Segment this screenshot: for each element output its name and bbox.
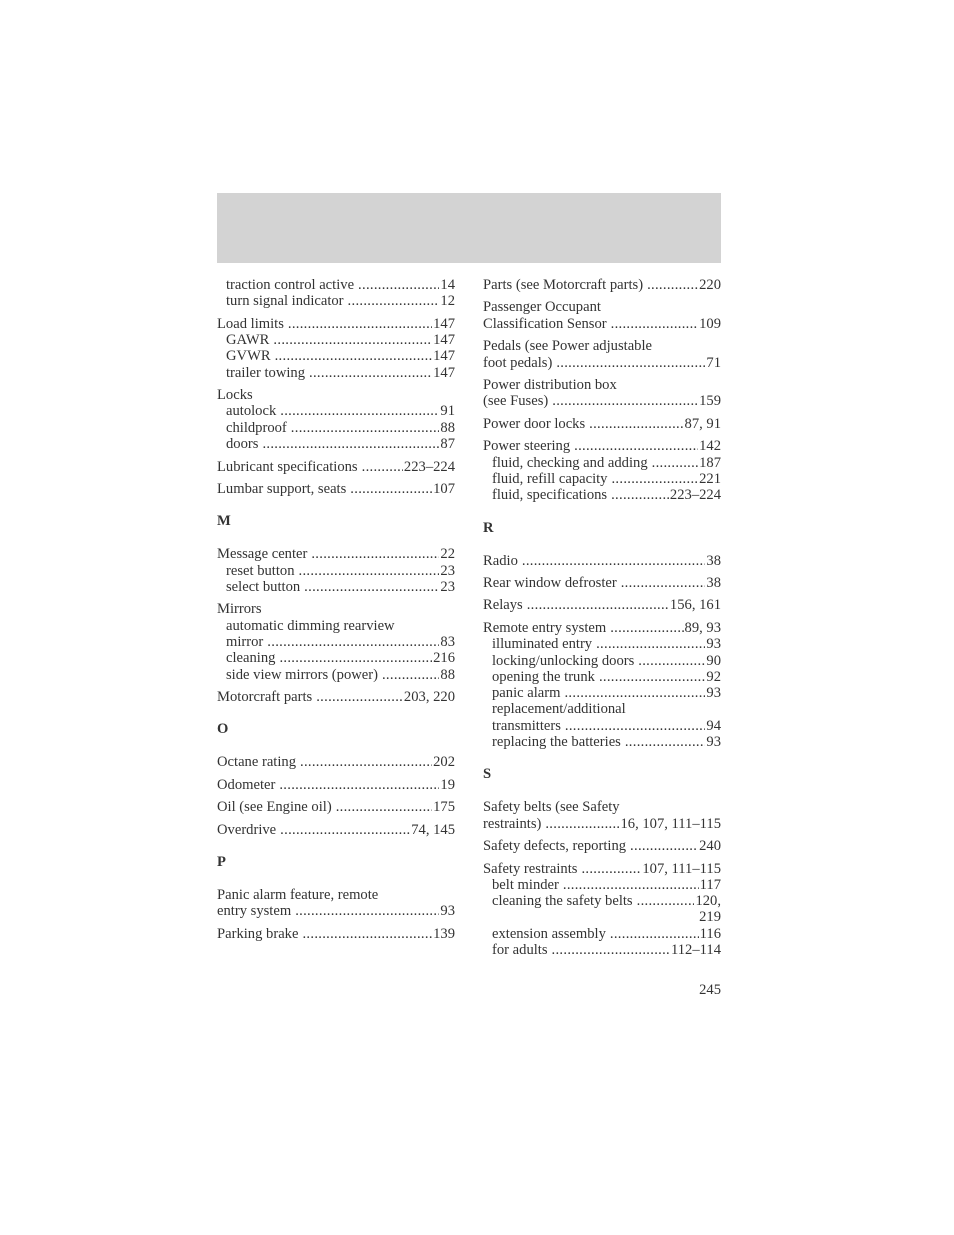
index-subentry [217, 667, 455, 683]
entry-term: fluid, refill capacity [492, 470, 608, 487]
entry-term: Rear window defroster [483, 574, 617, 591]
entry-page-ref: 83 [440, 633, 455, 650]
entry-page-ref: 147 [433, 332, 455, 349]
entry-term: Parking brake [217, 925, 299, 942]
index-entry [483, 277, 721, 293]
index-subentry [217, 365, 455, 381]
index-subentry [217, 403, 455, 419]
entry-page-ref: 93 [440, 903, 455, 920]
dot-leader [316, 689, 403, 705]
index-subentry [483, 942, 721, 958]
entry-term: opening the trunk [492, 668, 595, 685]
index-entry [483, 799, 721, 815]
index-subentry [217, 650, 455, 666]
dot-leader [291, 420, 440, 436]
entry-page-ref: 14 [440, 277, 455, 293]
index-subentry [217, 579, 455, 595]
index-subentry [217, 293, 455, 309]
dot-leader [611, 471, 698, 487]
entry-term: Passenger Occupant [483, 299, 601, 316]
entry-term: Parts (see Motorcraft parts) [483, 277, 644, 293]
dot-leader [273, 332, 432, 348]
entry-term: Message center [217, 546, 308, 563]
index-entry [217, 459, 455, 475]
index-subentry [217, 277, 455, 293]
entry-page-ref: 12 [440, 293, 455, 310]
entry-term: Pedals (see Power adjustable [483, 338, 652, 355]
entry-page-ref: 38 [706, 552, 721, 569]
index-entry [217, 903, 455, 919]
entry-page-ref: 87 [440, 436, 455, 453]
entry-page-ref: 116 [699, 925, 721, 942]
dot-leader [589, 416, 683, 432]
index-entry [217, 926, 455, 942]
index-subentry [483, 701, 721, 717]
dot-leader [358, 277, 439, 293]
index-entry [217, 601, 455, 617]
dot-leader [350, 481, 432, 497]
entry-term: panic alarm [492, 685, 561, 702]
entry-term: Octane rating [217, 754, 297, 771]
entry-page-ref: 71 [706, 354, 721, 371]
entry-term: extension assembly [492, 925, 606, 942]
dot-leader [527, 597, 669, 613]
entry-page-ref: 223–224 [403, 458, 455, 475]
entry-term: Remote entry system [483, 619, 607, 636]
index-entry [217, 481, 455, 497]
header-band [217, 193, 721, 263]
section-letter: P [217, 854, 226, 871]
dot-leader [382, 667, 439, 683]
entry-term: Safety belts (see Safety [483, 799, 620, 816]
entry-page-ref: 107 [433, 481, 455, 498]
dot-leader [295, 903, 439, 919]
page-number: 245 [699, 982, 721, 998]
entry-page-ref: 147 [433, 315, 455, 332]
index-entry [483, 377, 721, 393]
entry-page-ref: 91 [440, 403, 455, 420]
entry-page-ref: 147 [433, 364, 455, 381]
index-entry [483, 299, 721, 315]
entry-page-ref: 175 [433, 799, 455, 816]
dot-leader [279, 650, 432, 666]
entry-page-ref: 93 [706, 636, 721, 653]
index-subentry [483, 909, 721, 925]
dot-leader [299, 563, 440, 579]
entry-page-ref: 147 [433, 348, 455, 365]
entry-term: belt minder [492, 876, 559, 893]
dot-leader [262, 436, 439, 452]
index-entry [217, 887, 455, 903]
index-subentry [483, 685, 721, 701]
index-subentry [483, 877, 721, 893]
index-subentry [217, 563, 455, 579]
entry-page-ref: 142 [699, 438, 721, 455]
dot-leader [647, 277, 698, 293]
index-entry [483, 338, 721, 354]
entry-page-ref: 156, 161 [669, 597, 721, 614]
entry-term: entry system [217, 903, 292, 920]
dot-leader [630, 838, 698, 854]
index-subentry [217, 348, 455, 364]
entry-term: Locks [217, 387, 253, 404]
index-entry [483, 575, 721, 591]
dot-leader [611, 316, 698, 332]
index-entry [483, 597, 721, 613]
dot-leader [545, 816, 619, 832]
index-subentry [483, 926, 721, 942]
index-subentry [217, 436, 455, 452]
entry-term: mirror [226, 633, 264, 650]
entry-term: replacement/additional [492, 701, 626, 718]
entry-term: Panic alarm feature, remote [217, 887, 379, 904]
dot-leader [309, 365, 432, 381]
entry-term: Mirrors [217, 601, 262, 618]
entry-term: replacing the batteries [492, 734, 621, 751]
entry-term: turn signal indicator [226, 293, 344, 310]
dot-leader [581, 861, 641, 877]
index-entry [217, 387, 455, 403]
entry-term: cleaning [226, 650, 276, 667]
index-subentry [483, 718, 721, 734]
entry-term: fluid, checking and adding [492, 454, 648, 471]
entry-term: Overdrive [217, 821, 277, 838]
entry-page-ref: 216 [433, 650, 455, 667]
entry-page-ref: 223–224 [669, 487, 721, 504]
index-subentry [483, 471, 721, 487]
entry-term: transmitters [492, 717, 561, 734]
dot-leader [637, 893, 695, 909]
index-entry [483, 838, 721, 854]
entry-page-ref: 23 [440, 562, 455, 579]
dot-leader [599, 669, 705, 685]
entry-page-ref: 202 [433, 754, 455, 771]
dot-leader [280, 822, 410, 838]
dot-leader [574, 438, 698, 454]
entry-page-ref: 93 [706, 734, 721, 751]
entry-page-ref: 117 [699, 876, 721, 893]
entry-term: foot pedals) [483, 354, 553, 371]
dot-leader [652, 455, 698, 471]
entry-page-ref: 139 [433, 925, 455, 942]
index-entry [483, 553, 721, 569]
index-entry [483, 316, 721, 332]
dot-leader [275, 348, 433, 364]
entry-page-ref: 74, 145 [411, 821, 455, 838]
index-entry [483, 355, 721, 371]
entry-page-ref: 240 [699, 838, 721, 855]
entry-term: cleaning the safety belts [492, 893, 633, 910]
entry-term: reset button [226, 562, 295, 579]
index-entry [217, 316, 455, 332]
dot-leader [565, 718, 706, 734]
entry-page-ref: 16, 107, 111–115 [620, 815, 721, 832]
index-entry [217, 689, 455, 705]
dot-leader [611, 487, 669, 503]
index-column-left [217, 277, 455, 942]
entry-page-ref: 88 [440, 419, 455, 436]
entry-page-ref: 109 [699, 315, 721, 332]
dot-leader [625, 734, 706, 750]
entry-term: illuminated entry [492, 636, 593, 653]
entry-term: Safety restraints [483, 860, 578, 877]
entry-term: automatic dimming rearview [226, 617, 395, 634]
section-letter: S [483, 766, 492, 783]
entry-term: Power door locks [483, 415, 586, 432]
entry-page-ref: 221 [699, 470, 721, 487]
dot-leader [596, 636, 705, 652]
dot-leader [552, 393, 698, 409]
index-subentry [483, 653, 721, 669]
index-subentry [483, 455, 721, 471]
entry-page-ref: 219 [699, 909, 721, 926]
entry-term: select button [226, 578, 301, 595]
entry-page-ref: 92 [706, 668, 721, 685]
entry-term: for adults [492, 942, 548, 959]
entry-term: Classification Sensor [483, 315, 607, 332]
index-subentry [217, 332, 455, 348]
index-subentry [217, 420, 455, 436]
dot-leader [563, 877, 699, 893]
entry-term: Safety defects, reporting [483, 838, 627, 855]
index-subentry [483, 893, 721, 909]
entry-term: Lumbar support, seats [217, 481, 347, 498]
entry-page-ref: 88 [440, 666, 455, 683]
entry-term: GAWR [226, 332, 270, 349]
entry-page-ref: 94 [706, 717, 721, 734]
entry-page-ref: 203, 220 [403, 689, 455, 706]
entry-term: (see Fuses) [483, 393, 549, 410]
entry-page-ref: 187 [699, 454, 721, 471]
dot-leader [362, 459, 403, 475]
entry-page-ref: 159 [699, 393, 721, 410]
section-letter: O [217, 721, 229, 738]
index-subentry [483, 669, 721, 685]
index-entry [483, 416, 721, 432]
dot-leader [304, 579, 439, 595]
entry-term: fluid, specifications [492, 487, 608, 504]
index-subentry [217, 618, 455, 634]
index-entry [217, 822, 455, 838]
entry-page-ref: 22 [440, 546, 455, 563]
entry-term: Oil (see Engine oil) [217, 799, 332, 816]
entry-term: GVWR [226, 348, 271, 365]
dot-leader [564, 685, 705, 701]
dot-leader [288, 316, 432, 332]
index-subentry [217, 634, 455, 650]
section-letter: M [217, 513, 231, 530]
entry-term: Lubricant specifications [217, 458, 358, 475]
index-entry [217, 799, 455, 815]
dot-leader [311, 546, 439, 562]
entry-term: Power steering [483, 438, 571, 455]
entry-page-ref: 112–114 [671, 942, 721, 959]
dot-leader [638, 653, 705, 669]
entry-page-ref: 87, 91 [684, 415, 721, 432]
entry-term: Relays [483, 597, 523, 614]
dot-leader [522, 553, 706, 569]
index-entry [483, 816, 721, 832]
section-letter: R [483, 519, 494, 536]
dot-leader [279, 777, 439, 793]
entry-term: traction control active [226, 277, 355, 293]
dot-leader [610, 926, 699, 942]
dot-leader [280, 403, 439, 419]
index-column-right [483, 277, 721, 958]
index-entry [483, 861, 721, 877]
dot-leader [267, 634, 439, 650]
index-entry [217, 546, 455, 562]
entry-term: Load limits [217, 315, 284, 332]
index-entry [483, 393, 721, 409]
entry-term: restraints) [483, 815, 542, 832]
dot-leader [300, 754, 432, 770]
index-subentry [483, 734, 721, 750]
entry-page-ref: 89, 93 [684, 619, 721, 636]
index-entry [217, 754, 455, 770]
entry-term: autolock [226, 403, 277, 420]
index-entry [483, 620, 721, 636]
entry-page-ref: 38 [706, 574, 721, 591]
entry-term: doors [226, 436, 259, 453]
index-subentry [483, 636, 721, 652]
entry-page-ref: 107, 111–115 [642, 860, 721, 877]
entry-page-ref: 19 [440, 776, 455, 793]
dot-leader [556, 355, 705, 371]
entry-term: locking/unlocking doors [492, 652, 635, 669]
index-entry [483, 438, 721, 454]
index-entry [217, 777, 455, 793]
entry-term: childproof [226, 419, 287, 436]
entry-term: Motorcraft parts [217, 689, 313, 706]
entry-page-ref: 120, [695, 893, 721, 910]
entry-term: Power distribution box [483, 377, 617, 394]
dot-leader [336, 799, 432, 815]
entry-page-ref: 93 [706, 685, 721, 702]
entry-page-ref: 220 [699, 277, 721, 293]
entry-term: side view mirrors (power) [226, 666, 378, 683]
entry-page-ref: 90 [706, 652, 721, 669]
entry-term: Odometer [217, 776, 276, 793]
dot-leader [621, 575, 706, 591]
entry-term: Radio [483, 552, 518, 569]
dot-leader [302, 926, 432, 942]
entry-page-ref: 23 [440, 578, 455, 595]
dot-leader [348, 293, 440, 309]
dot-leader [552, 942, 670, 958]
index-subentry [483, 487, 721, 503]
entry-term: trailer towing [226, 364, 306, 381]
dot-leader [610, 620, 683, 636]
